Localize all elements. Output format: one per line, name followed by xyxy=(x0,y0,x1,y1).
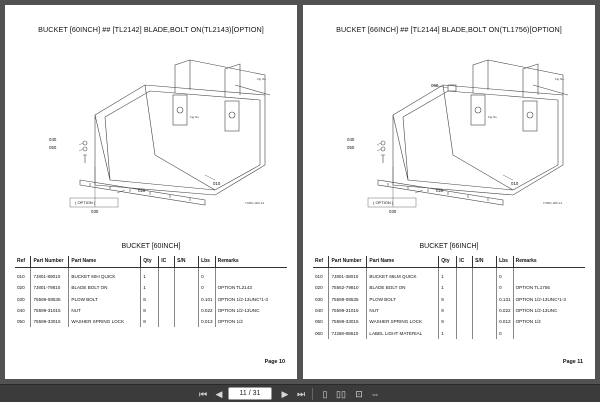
header-part-name: Part Name xyxy=(367,256,439,267)
callout-030: 030 xyxy=(389,209,397,214)
table-header-row xyxy=(313,256,585,267)
cell-part-number: 75599-33015 xyxy=(31,316,69,327)
cell-part-name: LABEL LIGHT MATERIAL xyxy=(367,327,439,338)
cell-part-number: 7J801-89010 xyxy=(31,271,69,282)
cell-part-number: 75562-79810 xyxy=(329,282,367,293)
cell-sn xyxy=(473,327,497,338)
callout-050: 050 xyxy=(347,145,355,150)
cell-qty: 1 xyxy=(141,282,159,293)
cell-remarks xyxy=(215,271,287,282)
option-label: ( OPTION ) xyxy=(75,200,96,205)
cell-remarks: OPTION TL1756 xyxy=(513,282,585,293)
table-row xyxy=(15,271,287,282)
cell-sn xyxy=(473,305,497,316)
cell-sn xyxy=(473,271,497,282)
header-part-number: Part Number xyxy=(31,256,69,267)
cell-ic xyxy=(457,282,473,293)
cell-ic xyxy=(457,316,473,327)
skip-last-icon[interactable]: ⏭ xyxy=(296,389,306,399)
cell-lbs: 0.101 xyxy=(199,294,216,305)
callout-060: 060 xyxy=(431,83,439,88)
cell-ref: 010 xyxy=(17,274,25,280)
cell-part-name: BUCKET 66LM QUICK xyxy=(367,271,439,282)
cell-lbs: 0.013 xyxy=(497,316,514,327)
cell-ic xyxy=(159,305,175,316)
cell-qty: 1 xyxy=(141,271,159,282)
cell-part-number: 7J801-79810 xyxy=(31,282,69,293)
cell-part-name: BUCKET 60H QUICK xyxy=(69,271,141,282)
cell-ref: 020 xyxy=(17,285,25,291)
header-ic: IC xyxy=(457,256,473,267)
figure-code: TLB01-006-13 xyxy=(245,201,265,205)
cell-qty: 9 xyxy=(439,305,457,316)
cell-ref: 040 xyxy=(17,308,25,314)
cell-sn xyxy=(473,316,497,327)
cell-qty: 9 xyxy=(439,316,457,327)
header-sn: S/N xyxy=(175,256,199,267)
cell-qty: 8 xyxy=(141,294,159,305)
cell-part-number: 75599-08535 xyxy=(31,294,69,305)
header-sn: S/N xyxy=(473,256,497,267)
cell-ref: 040 xyxy=(315,308,323,314)
parts-table xyxy=(15,256,287,327)
cell-part-number: 7J801-38010 xyxy=(329,271,367,282)
page-number: Page 10 xyxy=(264,359,285,365)
figure-note: Fig.No. xyxy=(257,77,267,81)
cell-part-number: 75599-31015 xyxy=(31,305,69,316)
table-row xyxy=(313,316,585,327)
cell-ic xyxy=(159,294,175,305)
cell-lbs: 0 xyxy=(497,271,514,282)
cell-remarks: OPTION 1/2 xyxy=(513,316,585,327)
section-title: BUCKET [60INCH] xyxy=(121,243,181,250)
table-row xyxy=(15,316,287,327)
cell-lbs: 0 xyxy=(497,282,514,293)
page-title: BUCKET [60INCH] ## [TL2142] BLADE,BOLT ON(TL2143)[OPTION] xyxy=(38,25,264,34)
bucket-diagram xyxy=(65,55,275,215)
header-part-name: Part Name xyxy=(69,256,141,267)
cell-lbs: 0 xyxy=(199,271,216,282)
cell-sn xyxy=(175,294,199,305)
cell-sn xyxy=(175,316,199,327)
cell-part-name: BLADE BOLT ON xyxy=(69,282,141,293)
cell-lbs: 0.022 xyxy=(497,305,514,316)
cell-part-name: BLADE BOLT ON xyxy=(367,282,439,293)
cell-qty: 1 xyxy=(439,271,457,282)
cell-remarks: OPTION 1/2 xyxy=(215,316,287,327)
cell-part-name: NUT xyxy=(367,305,439,316)
cell-ref: 060 xyxy=(315,330,323,336)
header-part-number: Part Number xyxy=(329,256,367,267)
cell-qty: 8 xyxy=(141,316,159,327)
table-row xyxy=(313,305,585,316)
cell-lbs: 0 xyxy=(199,282,216,293)
header-qty: Qty xyxy=(439,256,457,267)
toolbar-divider xyxy=(312,388,313,400)
header-qty: Qty xyxy=(141,256,159,267)
bucket-diagram xyxy=(363,55,573,215)
callout-010: 010 xyxy=(511,181,519,186)
cell-sn xyxy=(175,282,199,293)
single-page-view-icon[interactable]: ▯ xyxy=(322,389,328,399)
cell-remarks: OPTION TL2143 xyxy=(215,282,287,293)
next-page-icon[interactable]: ▶ xyxy=(281,389,289,399)
cell-remarks xyxy=(513,327,585,338)
page-number-input[interactable]: 11 / 31 xyxy=(228,387,272,400)
page-title: BUCKET [66INCH] ## [TL2144] BLADE,BOLT ON(TL1756)[OPTION] xyxy=(336,25,562,34)
parts-table xyxy=(313,256,585,339)
cell-qty: 1 xyxy=(439,327,457,338)
table-header-row xyxy=(15,256,287,267)
table-row xyxy=(15,282,287,293)
figure-note: Fig.No. xyxy=(190,115,200,119)
cell-qty: 9 xyxy=(439,294,457,305)
cell-ref: 050 xyxy=(315,319,323,325)
cell-lbs: 0.013 xyxy=(199,316,216,327)
header-lbs: Lbs xyxy=(497,256,514,267)
header-remarks: Remarks xyxy=(513,256,585,267)
cell-part-name: WASHER SPRING LOCK xyxy=(367,316,439,327)
cell-ic xyxy=(457,271,473,282)
callout-030: 030 xyxy=(91,209,99,214)
cell-remarks: OPTION 1/2-13UNC xyxy=(513,305,585,316)
cell-qty: 8 xyxy=(141,305,159,316)
callout-050: 050 xyxy=(49,145,57,150)
cell-remarks: OPTION 1/2-13UNC*1-3 xyxy=(513,294,585,305)
cell-sn xyxy=(473,294,497,305)
section-title: BUCKET [66INCH] xyxy=(419,243,479,250)
table-row xyxy=(15,305,287,316)
cell-ref: 030 xyxy=(17,296,25,302)
figure-note: Fig.No. xyxy=(555,77,565,81)
header-ref: Ref xyxy=(313,256,329,267)
cell-ic xyxy=(159,282,175,293)
page-11 xyxy=(303,5,595,379)
cell-sn xyxy=(175,305,199,316)
cell-lbs: 0.022 xyxy=(199,305,216,316)
fit-width-icon[interactable]: ⇔ xyxy=(370,389,380,399)
cell-lbs: 0 xyxy=(497,327,514,338)
cell-ic xyxy=(159,316,175,327)
table-row xyxy=(15,294,287,305)
cell-ic xyxy=(457,305,473,316)
cell-remarks: OPTION 1/2-13UNC*1-3 xyxy=(215,294,287,305)
header-ref: Ref xyxy=(15,256,31,267)
table-row xyxy=(313,327,585,338)
cell-sn xyxy=(473,282,497,293)
fit-page-icon[interactable]: ⊡ xyxy=(355,389,363,399)
page-number: Page 11 xyxy=(562,359,583,365)
cell-ic xyxy=(457,327,473,338)
previous-page-icon[interactable]: ◀ xyxy=(215,389,223,399)
cell-ref: 010 xyxy=(315,274,323,280)
cell-qty: 1 xyxy=(439,282,457,293)
pdf-toolbar xyxy=(0,384,600,402)
header-remarks: Remarks xyxy=(215,256,287,267)
double-page-view-icon[interactable]: ▯▯ xyxy=(336,389,346,399)
cell-sn xyxy=(175,271,199,282)
callout-020: 020 xyxy=(436,188,444,193)
skip-first-icon[interactable]: ⏮ xyxy=(198,389,208,399)
cell-ref: 030 xyxy=(315,296,323,302)
cell-part-number: 75599-31015 xyxy=(329,305,367,316)
option-label: ( OPTION ) xyxy=(373,200,394,205)
page-10 xyxy=(5,5,297,379)
table-row xyxy=(313,282,585,293)
cell-part-name: WASHER SPRING LOCK xyxy=(69,316,141,327)
cell-ic xyxy=(457,294,473,305)
cell-lbs: 0.131 xyxy=(497,294,514,305)
header-lbs: Lbs xyxy=(199,256,216,267)
cell-remarks xyxy=(513,271,585,282)
header-ic: IC xyxy=(159,256,175,267)
table-row xyxy=(313,294,585,305)
cell-remarks: OPTION 1/2-13UNC xyxy=(215,305,287,316)
figure-code: TLB01-006-14 xyxy=(543,201,563,205)
table-row xyxy=(313,271,585,282)
callout-020: 020 xyxy=(138,188,146,193)
callout-040: 040 xyxy=(49,137,57,142)
figure-note: Fig.No. xyxy=(488,115,498,119)
cell-ref: 050 xyxy=(17,319,25,325)
callout-010: 010 xyxy=(213,181,221,186)
cell-part-name: NUT xyxy=(69,305,141,316)
cell-ic xyxy=(159,271,175,282)
cell-part-number: 7J268-88610 xyxy=(329,327,367,338)
cell-part-number: 75599-08535 xyxy=(329,294,367,305)
cell-part-name: PLOW BOLT xyxy=(69,294,141,305)
cell-ref: 020 xyxy=(315,285,323,291)
cell-part-name: PLOW BOLT xyxy=(367,294,439,305)
callout-040: 040 xyxy=(347,137,355,142)
cell-part-number: 75599-33015 xyxy=(329,316,367,327)
